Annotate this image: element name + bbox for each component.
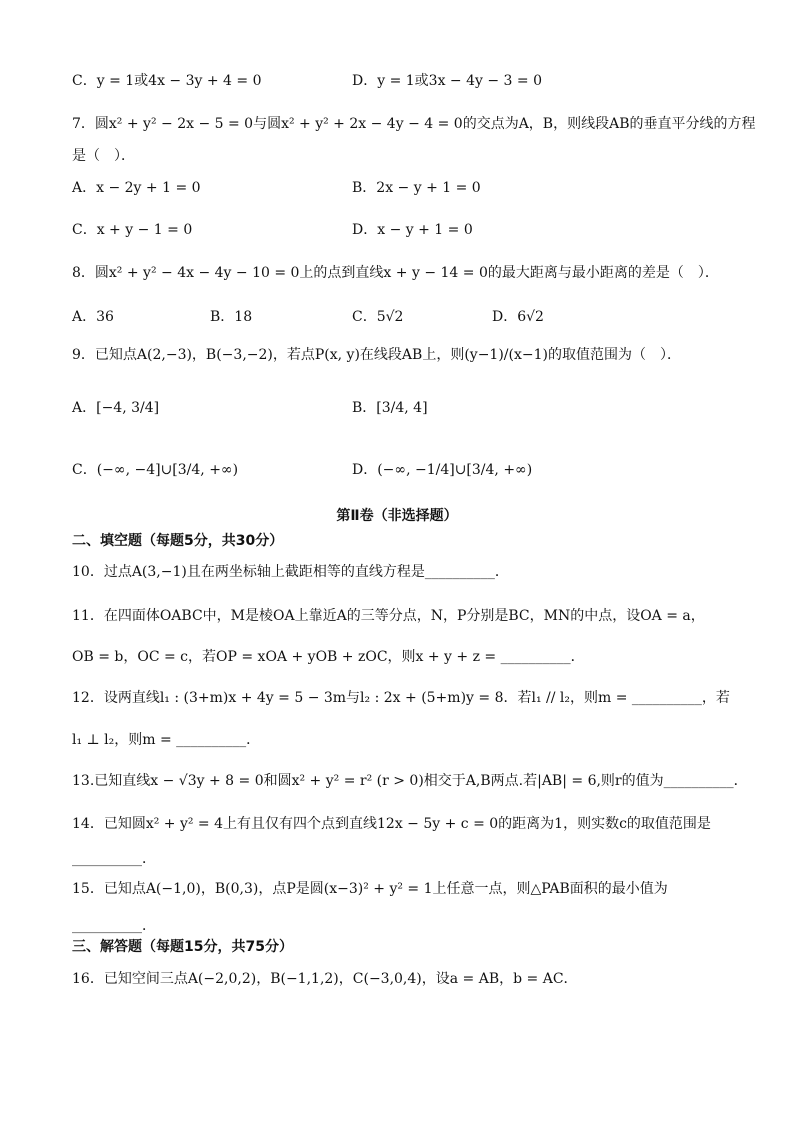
- solution-heading: 三、解答题（每题15分，共75分）: [72, 939, 293, 955]
- q9-option-b: B．[3/4, 4]: [352, 400, 428, 416]
- q8-stem: 8．圆x² + y² − 4x − 4y − 10 = 0上的点到直线x + y − 14 = 0的最大距离与最小距离的差是（ ）．: [72, 265, 719, 281]
- q7-option-d: D．x − y + 1 = 0: [352, 222, 473, 238]
- section-2-title: 第Ⅱ卷（非选择题）: [336, 508, 458, 524]
- q11-line-2: OB = b，OC = c，若OP = xOA + yOB + zOC，则x + y + z = __________．: [72, 649, 585, 665]
- q12-line-2: l₁ ⊥ l₂，则m = __________．: [72, 732, 261, 748]
- q7-stem: 7．圆x² + y² − 2x − 5 = 0与圆x² + y² + 2x − 4y − 4 = 0的交点为A，B，则线段AB的垂直平分线的方程: [72, 116, 756, 132]
- q13: 13.已知直线x − √3y + 8 = 0和圆x² + y² = r² (r > 0)相交于A,B两点.若|AB| = 6,则r的值为__________．: [72, 773, 748, 789]
- q16: 16．已知空间三点A(−2,0,2)，B(−1,1,2)，C(−3,0,4)，设a = AB，b = AC．: [72, 971, 578, 987]
- q7-option-c: C．x + y − 1 = 0: [72, 222, 193, 238]
- q11-line-1: 11．在四面体OABC中，M是棱OA上靠近A的三等分点，N，P分别是BC，MN的中点，设OA = a，: [72, 608, 705, 624]
- q9-option-d: D．(−∞, −1/4]∪[3/4, +∞): [352, 462, 533, 478]
- q6-option-d: D．y = 1或3x − 4y − 3 = 0: [352, 73, 542, 89]
- q8-option-c: C．5√2: [352, 309, 404, 325]
- q6-option-c: C．y = 1或4x − 3y + 4 = 0: [72, 73, 262, 89]
- q15-line-2: __________．: [72, 918, 156, 934]
- q14-line-2: __________．: [72, 851, 156, 867]
- fill-blank-heading: 二、填空题（每题5分，共30分）: [72, 533, 284, 549]
- q9-stem: 9．已知点A(2,−3)，B(−3,−2)，若点P(x, y)在线段AB上，则(y−1)/(x−1)的取值范围为（ ）．: [72, 347, 681, 363]
- q8-option-b: B．18: [210, 309, 253, 325]
- q8-options: [72, 306, 722, 328]
- q9-option-c: C．(−∞, −4]∪[3/4, +∞): [72, 462, 239, 478]
- q7-option-b: B．2x − y + 1 = 0: [352, 180, 481, 196]
- q8-option-a: A．36: [72, 309, 114, 325]
- q7-option-a: A．x − 2y + 1 = 0: [72, 180, 201, 196]
- q9-option-a: A．[−4, 3/4]: [72, 400, 160, 416]
- q10: 10．过点A(3,−1)且在两坐标轴上截距相等的直线方程是__________．: [72, 564, 509, 580]
- q14-line-1: 14．已知圆x² + y² = 4上有且仅有四个点到直线12x − 5y + c = 0的距离为1，则实数c的取值范围是: [72, 816, 711, 832]
- q8-option-d: D．6√2: [492, 309, 544, 325]
- q7-stem-cont: 是（ ）．: [72, 148, 135, 164]
- q12-line-1: 12．设两直线l₁ : (3+m)x + 4y = 5 − 3m与l₂ : 2x + (5+m)y = 8．若l₁ // l₂，则m = __________，若: [72, 690, 730, 706]
- q15-line-1: 15．已知点A(−1,0)，B(0,3)，点P是圆(x−3)² + y² = 1上任意一点，则△PAB面积的最小值为: [72, 881, 668, 897]
